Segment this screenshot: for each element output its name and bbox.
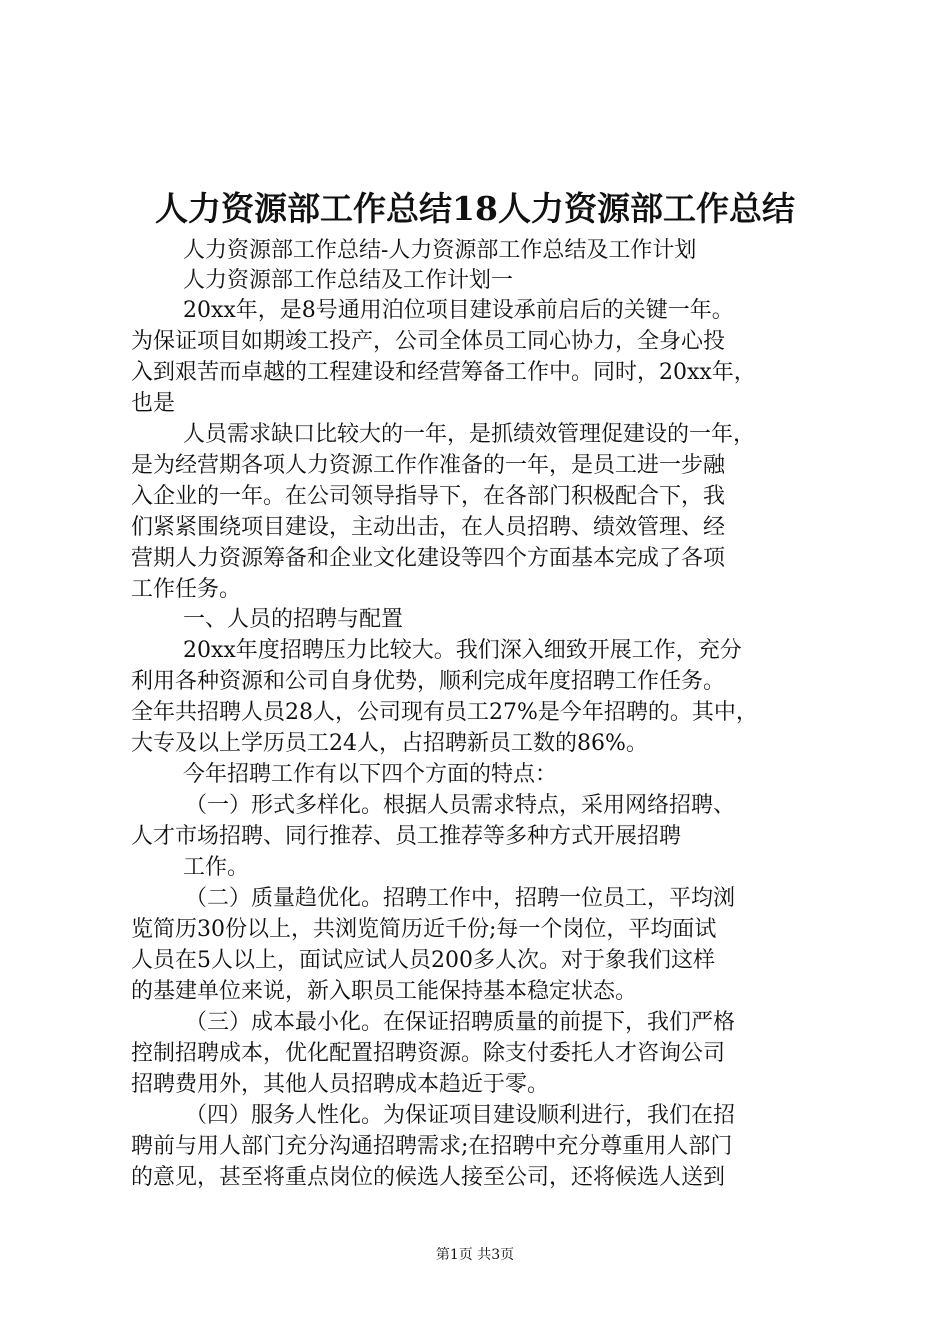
paragraph-line: 今年招聘工作有以下四个方面的特点：	[183, 762, 558, 787]
list-item-line: 的基建单位来说，新入职员工能保持基本稳定状态。	[131, 979, 638, 1004]
paragraph-line: 是为经营期各项人力资源工作作准备的一年，是员工进一步融	[131, 453, 726, 478]
paragraph-line: 营期人力资源筹备和企业文化建设等四个方面基本完成了各项	[131, 546, 726, 571]
paragraph-line: 也是	[131, 391, 176, 416]
paragraph-line: 20xx年，是8号通用泊位项目建设承前启后的关键一年。	[183, 298, 734, 323]
paragraph-line: 入企业的一年。在公司领导指导下，在各部门积极配合下，我	[131, 484, 726, 509]
list-item-line: 人员在5人以上，面试应试人员200多人次。对于象我们这样	[131, 948, 715, 973]
paragraph-line: 工作任务。	[131, 577, 242, 602]
list-item-line: （三）成本最小化。在保证招聘质量的前提下，我们严格	[185, 1010, 736, 1035]
paragraph-line: 大专及以上学历员工24人，占招聘新员工数的86%。	[131, 731, 648, 756]
paragraph-line: 入到艰苦而卓越的工程建设和经营筹备工作中。同时，20xx年，	[131, 360, 756, 385]
paragraph-line: 们紧紧围绕项目建设，主动出击，在人员招聘、绩效管理、经	[131, 515, 726, 540]
paragraph-line: 20xx年度招聘压力比较大。我们深入细致开展工作，充分	[183, 638, 742, 663]
document-title: 人力资源部工作总结18人力资源部工作总结	[155, 189, 795, 228]
list-item-line: 工作。	[183, 855, 250, 880]
paragraph-line: 为保证项目如期竣工投产，公司全体员工同心协力，全身心投	[131, 329, 726, 354]
list-item-line: 控制招聘成本，优化配置招聘资源。除支付委托人才咨询公司	[131, 1041, 726, 1066]
list-item-line: 聘前与用人部门充分沟通招聘需求;在招聘中充分尊重用人部门	[131, 1134, 733, 1159]
page-number-footer: 第1页 共3页	[435, 1247, 515, 1263]
list-item-line: 的意见，甚至将重点岗位的候选人接至公司，还将候选人送到	[131, 1165, 726, 1190]
list-item-line: （四）服务人性化。为保证项目建设顺利进行，我们在招	[185, 1103, 736, 1128]
subtitle-line: 人力资源部工作总结-人力资源部工作总结及工作计划	[183, 238, 697, 263]
list-item-line: （二）质量趋优化。招聘工作中，招聘一位员工，平均浏	[185, 886, 736, 911]
list-item-line: 览简历30份以上，共浏览简历近千份;每一个岗位，平均面试	[131, 917, 717, 942]
section-heading: 一、人员的招聘与配置	[183, 607, 404, 632]
list-item-line: 人才市场招聘、同行推荐、员工推荐等多种方式开展招聘	[131, 824, 682, 849]
list-item-line: 招聘费用外，其他人员招聘成本趋近于零。	[131, 1072, 550, 1097]
paragraph-line: 全年共招聘人员28人，公司现有员工27%是今年招聘的。其中，	[131, 700, 758, 725]
paragraph-line: 人员需求缺口比较大的一年，是抓绩效管理促建设的一年，	[183, 422, 756, 447]
subtitle-line: 人力资源部工作总结及工作计划一	[183, 268, 514, 293]
paragraph-line: 利用各种资源和公司自身优势，顺利完成年度招聘工作任务。	[131, 669, 726, 694]
list-item-line: （一）形式多样化。根据人员需求特点，采用网络招聘、	[185, 793, 736, 818]
